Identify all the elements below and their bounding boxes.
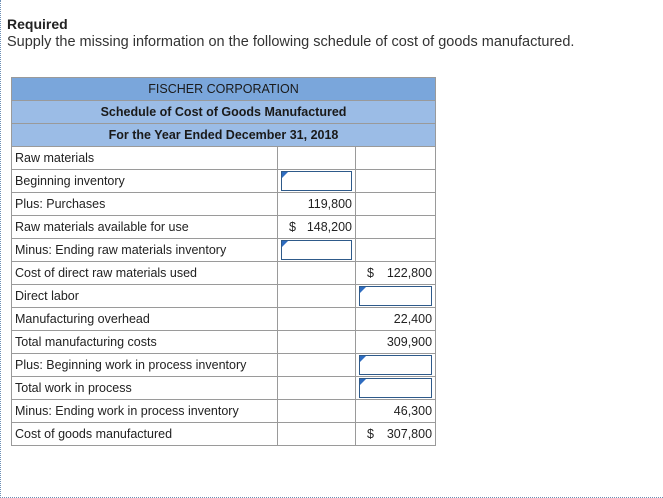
row-beginning-wip [12,354,436,377]
row-direct-labor [12,285,436,308]
empty-cell [278,285,356,308]
dollar-sign: $ [367,266,374,280]
row-label: Raw materials available for use [12,216,278,239]
row-label: Manufacturing overhead [12,308,278,331]
direct-labor-input[interactable] [359,286,432,306]
available-value: 148,200 [306,220,352,234]
schedule-title: Schedule of Cost of Goods Manufactured [12,101,436,124]
overhead-value: 22,400 [356,308,436,331]
row-label: Total manufacturing costs [12,331,278,354]
instruction-text: Supply the missing information on the following schedule of cost of goods manufactured. [7,34,575,50]
cogm-schedule-table [11,77,436,446]
company-name: FISCHER CORPORATION [12,78,436,101]
empty-cell [278,354,356,377]
empty-cell [278,147,356,170]
row-raw-materials [12,147,436,170]
total-wip-input[interactable] [359,378,432,398]
purchases-value: 119,800 [278,193,356,216]
total-manufacturing-value: 309,900 [356,331,436,354]
beginning-wip-cell [356,354,436,377]
row-direct-materials-used [12,262,436,285]
dollar-sign: $ [367,427,374,441]
row-label: Direct labor [12,285,278,308]
empty-cell [278,262,356,285]
row-purchases [12,193,436,216]
row-label: Minus: Ending work in process inventory [12,400,278,423]
beginning-inventory-input[interactable] [281,171,352,191]
ending-raw-inventory-input[interactable] [281,240,352,260]
row-label: Total work in process [12,377,278,400]
ending-wip-value: 46,300 [356,400,436,423]
row-available-for-use [12,216,436,239]
direct-materials-value: 122,800 [386,266,433,280]
empty-cell [356,193,436,216]
input-marker-icon [360,356,366,362]
direct-labor-cell [356,285,436,308]
available-value-cell [278,216,356,239]
row-total-manufacturing-costs [12,331,436,354]
direct-materials-value-cell [356,262,436,285]
cogm-value: 307,800 [386,427,433,441]
row-manufacturing-overhead [12,308,436,331]
row-beginning-inventory [12,170,436,193]
row-cost-of-goods-manufactured [12,423,436,446]
row-label: Beginning inventory [12,170,278,193]
schedule-period: For the Year Ended December 31, 2018 [12,124,436,147]
row-ending-wip [12,400,436,423]
row-label: Cost of goods manufactured [12,423,278,446]
row-label: Plus: Beginning work in process inventory [12,354,278,377]
input-marker-icon [360,379,366,385]
ending-raw-inventory-cell [278,239,356,262]
row-ending-raw-inventory [12,239,436,262]
empty-cell [278,377,356,400]
empty-cell [356,147,436,170]
empty-cell [356,239,436,262]
dollar-sign: $ [289,220,296,234]
empty-cell [356,170,436,193]
empty-cell [278,308,356,331]
input-marker-icon [282,172,288,178]
row-label: Minus: Ending raw materials inventory [12,239,278,262]
beginning-wip-input[interactable] [359,355,432,375]
empty-cell [278,400,356,423]
required-heading: Required [7,16,68,32]
empty-cell [278,423,356,446]
row-label: Cost of direct raw materials used [12,262,278,285]
beginning-inventory-cell [278,170,356,193]
row-label: Plus: Purchases [12,193,278,216]
cogm-value-cell [356,423,436,446]
input-marker-icon [282,241,288,247]
total-wip-cell [356,377,436,400]
row-label: Raw materials [12,147,278,170]
empty-cell [356,216,436,239]
input-marker-icon [360,287,366,293]
empty-cell [278,331,356,354]
row-total-wip [12,377,436,400]
